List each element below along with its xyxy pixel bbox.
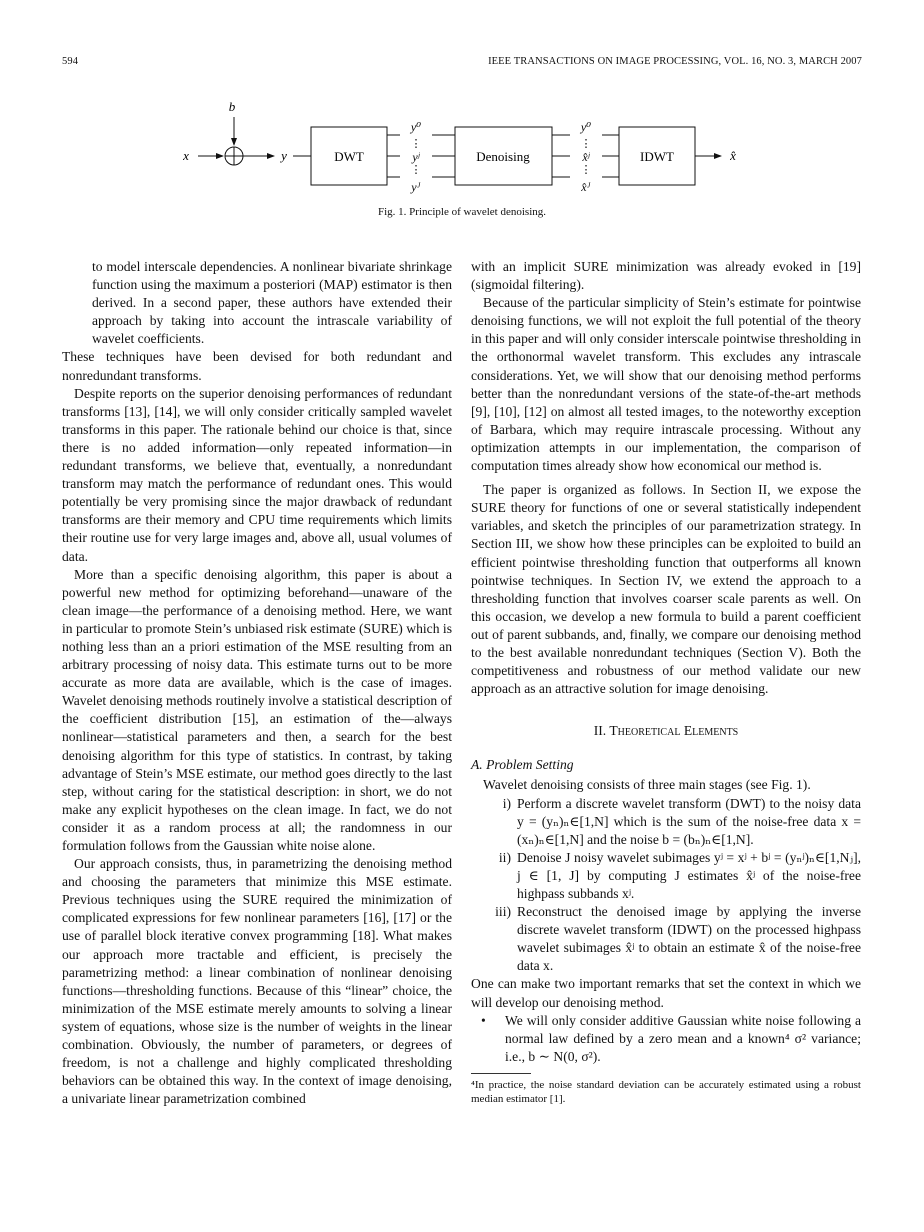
section-title: II. Theoretical Elements xyxy=(593,723,739,739)
label-yj: yʲ xyxy=(412,150,420,164)
bullet-icon: • xyxy=(481,1012,486,1028)
figure-caption: Fig. 1. Principle of wavelet denoising. xyxy=(377,206,547,218)
label-xhat: x̂ xyxy=(730,148,736,163)
label-y0: y⁰ xyxy=(410,120,422,134)
list-text: Perform a discrete wavelet transform (DWT) to the noisy data y = (yₙ)ₙ∈[1,N] which is the sum of the noise-free data x = (xₙ)ₙ∈[1,N] and the noise b = (bₙ)ₙ∈[1,N]. xyxy=(517,795,861,847)
dots-1: ⋮ xyxy=(410,138,422,150)
bullet-text: We will only consider additive Gaussian white noise following a normal law defined by a zero mean and a known⁴ σ² variance; i.e., b ∼ N(0, σ²). xyxy=(505,1012,861,1064)
quote-paragraph: to model interscale dependencies. A nonlinear bivariate shrinkage function using the maximum a posteriori (MAP) estimator is then derived. In a second paper, these authors have extended their approach by taking into account the intrascale variability of wavelet coefficients. xyxy=(92,259,452,347)
list-item xyxy=(471,795,861,849)
journal-header: IEEE TRANSACTIONS ON IMAGE PROCESSING, VOL. 16, NO. 3, MARCH 2007 xyxy=(488,56,862,67)
footnote-rule xyxy=(471,1073,531,1074)
list-text: Reconstruct the denoised image by applying the inverse discrete wavelet transform (IDWT) on the processed highpass wavelet subimages x̂ʲ to obtain an estimate x̂ of the noise-free data x. xyxy=(517,904,861,974)
paragraph: One can make two important remarks that set the context in which we will develop our denoising method. xyxy=(471,976,861,1010)
paragraph: More than a specific denoising algorithm, this paper is about a powerful new method for optimizing beforehand—unaware of the clean image—the performance of a denoising method. Here, we want in particular to promote Stein’s unbiased risk estimate (SURE) which is nothing less than an a priori estimation of the MSE resulting from an arbitrary processing of noisy data. This estimate turns out to be more accurate as more data are available, which is the case of images. Wavelet denoising methods routinely involve a statistical description of the coefficient distribution [15], an estimation of the—always nonlinear—statistical parameters and then, a search for the best denoising algorithm for this type of statistics. In contrast, by taking advantage of Stein’s MSE estimate, our method goes directly to the last step, without caring for the statistical description: in short, we do not make any explicit hypotheses on the clean image. In fact, we do not consider it as a random process at all; the randomness in our formulation follows from the Gaussian white noise alone. xyxy=(62,566,452,853)
dwt-label: DWT xyxy=(334,149,364,164)
list-text: Denoise J noisy wavelet subimages yʲ = xʲ + bʲ = (yₙʲ)ₙ∈[1,Nⱼ], j ∈ [1, J] by computing J estimates x̂ʲ of the noise-free highpass subbands xʲ. xyxy=(517,849,861,901)
paragraph: The paper is organized as follows. In Section II, we expose the SURE theory for functions of one or several statistically independent variables, and sketch the principles of our parametrization strategy. In Section III, we show how these principles can be exploited to build an efficient pointwise thresholding function that outperforms all known pointwise techniques. In Section IV, we extend the approach to a thresholding function that involves coarser scale parents as well. On this occasion, we develop a new formula to build a parent coefficient out of parent subbands, and, finally, we compare our denoising method to the best available nonredundant techniques (Section V). Both the competitiveness and robustness of our method validate our new approach as an attractive solution for image denoising. xyxy=(471,482,861,697)
list-number: ii) xyxy=(498,849,511,865)
label-xhatJ: x̂ᴶ xyxy=(581,180,591,194)
list-number: iii) xyxy=(495,904,511,920)
list-item xyxy=(471,903,861,975)
paragraph: with an implicit SURE minimization was already evoked in [19] (sigmoidal filtering). xyxy=(471,259,861,293)
paragraph: Because of the particular simplicity of Stein’s estimate for pointwise denoising functions, we will not exploit the full potential of the theory in this paper and will only consider interscale pointwise thresholding in the orthonormal wavelet transform. This excludes any intrascale considerations. Yet, we will show that our denoising method performs better than the nonredundant versions of the state-of-the-art methods [9], [10], [12] on almost all tested images, to the noteworthy exception of Barbara, which may require intrascale processing. Without any optimization attempts in our implementation, the comparison of computation times already show how economical our method is. xyxy=(471,295,861,474)
bullet-item xyxy=(481,1012,861,1066)
paragraph: Our approach consists, thus, in parametrizing the denoising method and choosing the parameters that minimize this MSE estimate. Previous techniques using the SURE required the minimization of complicated expressions for few nonlinear parameters [16], [17] or the use of parallel block iterative convex programming [18]. What makes our approach more tractable and efficient, is precisely the parametrizing method: a linear combination of nonlinear denoising functions—thresholding functions. Because of this “linear” choice, the minimization of the MSE estimate merely amounts to solving a linear system of equations, whose size is the number of weights in the linear combination. Obviously, the number of parameters, or degrees of freedom, is not a challenge and highly complicated thresholding behaviors can be obtained this way. In the context of image denoising, a univariate linear parametrization combined xyxy=(62,856,452,1107)
dots-4: ⋮ xyxy=(580,164,592,176)
left-column xyxy=(62,258,452,1108)
denoising-label: Denoising xyxy=(476,149,530,164)
label-xhat0: y⁰ xyxy=(580,120,592,134)
list-number: i) xyxy=(502,795,511,811)
subsection-title: A. Problem Setting xyxy=(471,757,574,773)
label-x: x xyxy=(183,148,189,163)
paragraph: Wavelet denoising consists of three main stages (see Fig. 1). xyxy=(483,777,811,793)
idwt-label: IDWT xyxy=(640,149,674,164)
paragraph: Despite reports on the superior denoising performances of redundant transforms [13], [14], we will only consider critically sampled wavelet transforms in this paper. The rationale behind our choice is that, since there is no added information—only repeated information—in redundant transforms, we believe that, eventually, a nonredundant transform may match the performance of redundant ones. This would potentially be very promising since the major drawback of redundant transforms are their memory and CPU time requirements which limits their routine use for very large images and, above all, usual volumes of data. xyxy=(62,385,452,564)
label-y: y xyxy=(281,148,287,163)
label-b: b xyxy=(228,99,236,114)
dots-3: ⋮ xyxy=(580,138,592,150)
list-item xyxy=(471,849,861,903)
footnote: ⁴In practice, the noise standard deviation can be accurately estimated using a robust median estimator [1]. xyxy=(471,1078,861,1105)
label-xhatj: x̂ʲ xyxy=(582,150,590,164)
paragraph: These techniques have been devised for both redundant and nonredundant transforms. xyxy=(62,349,452,383)
label-yJ: yᴶ xyxy=(411,180,421,194)
page-number: 594 xyxy=(62,56,79,67)
right-column xyxy=(471,258,861,1106)
dots-2: ⋮ xyxy=(410,164,422,176)
